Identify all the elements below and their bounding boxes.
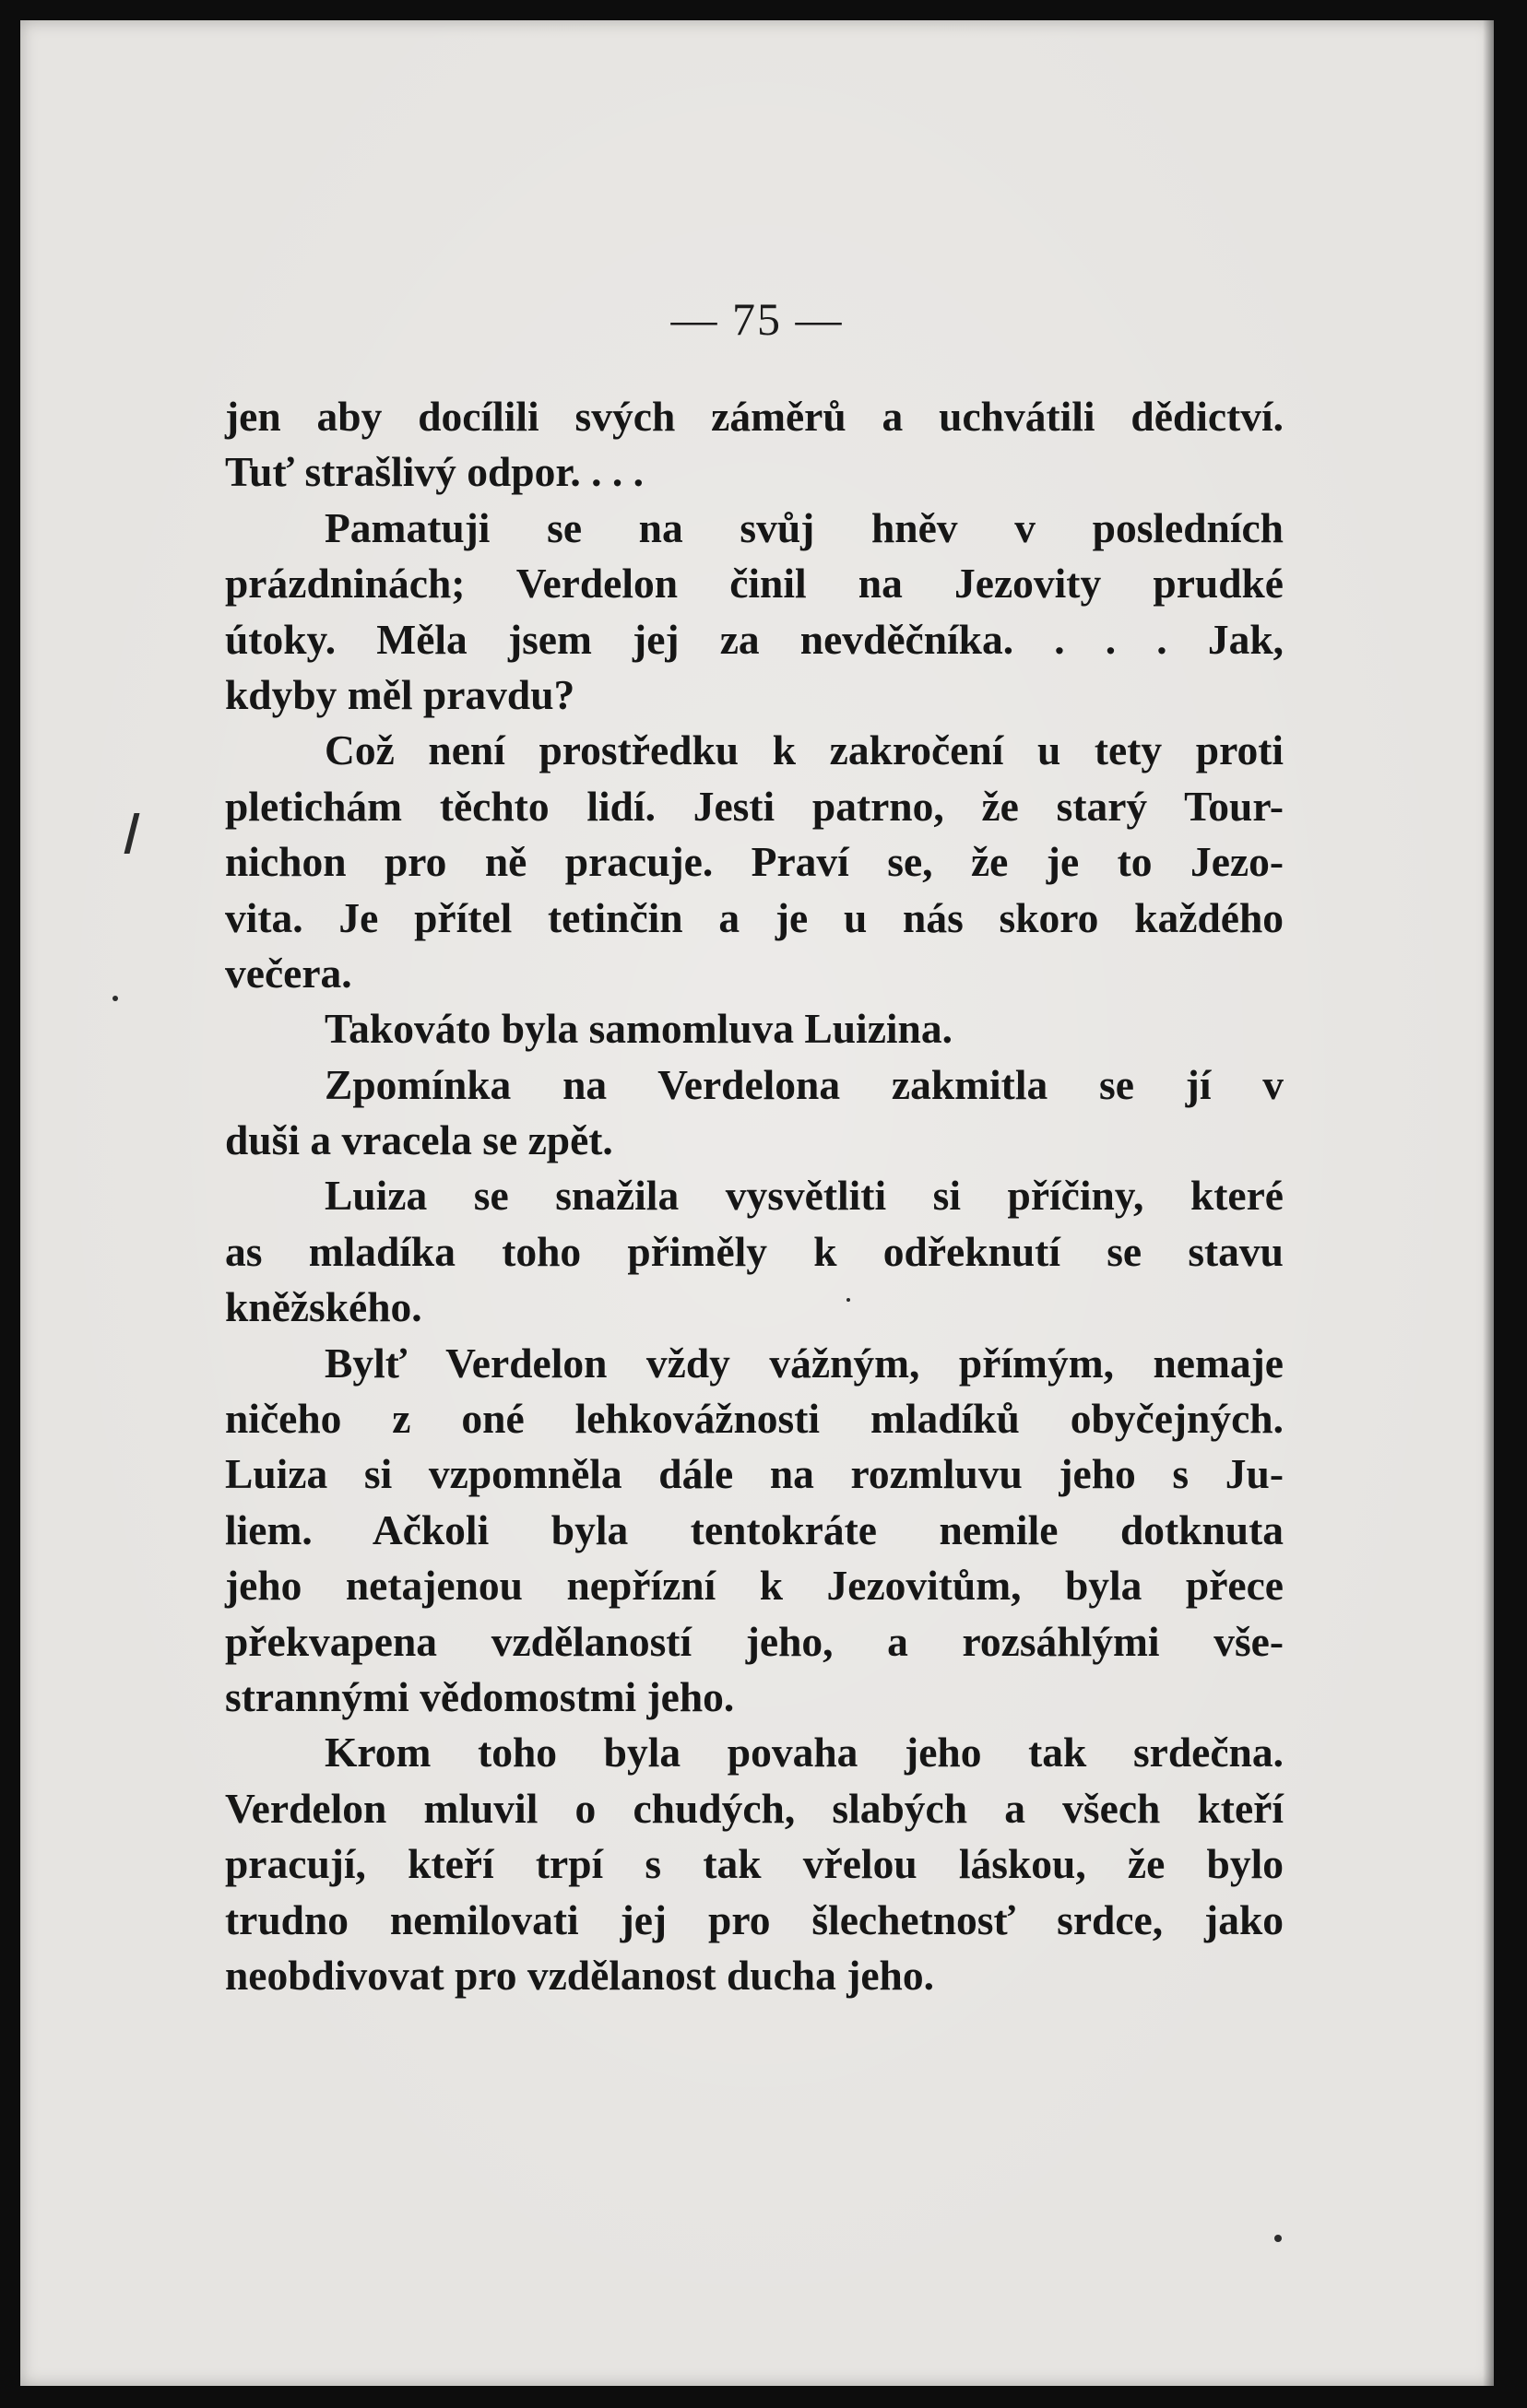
text-line: pracují, kteří trpí s tak vřelou láskou, že bylo [225, 1840, 1284, 1888]
margin-pencil-mark [124, 813, 140, 854]
text-line: kněžského. [225, 1283, 422, 1331]
text-line: jeho netajenou nepřízní k Jezovitům, byla přece [225, 1562, 1284, 1610]
text-line: liem. Ačkoli byla tentokráte nemile dotknuta [225, 1505, 1284, 1553]
text-line: nichon pro ně pracuje. Praví se, že je to Jezo- [225, 838, 1284, 886]
text-line: Což není prostředku k zakročení u tety proti [325, 726, 1284, 774]
text-line: vita. Je přítel tetinčin a je u nás skoro každého [225, 893, 1284, 941]
text-line: ničeho z oné lehkovážnosti mladíků obyčejných. [225, 1395, 1284, 1443]
text-line: duši a vracela se zpět. [225, 1116, 613, 1164]
text-line: prázdninách; Verdelon činil na Jezovity prudké [225, 560, 1284, 608]
book-page [20, 20, 1494, 2386]
text-line: Tuť strašlivý odpor. . . . [225, 448, 644, 496]
text-line: Takováto byla samomluva Luizina. [325, 1005, 953, 1053]
page-number: — 75 — [670, 293, 844, 345]
text-line: překvapena vzdělaností jeho, a rozsáhlými vše- [225, 1617, 1284, 1665]
text-line: trudno nemilovati jej pro šlechetnosť srdce, jako [225, 1895, 1284, 1943]
text-line: Bylť Verdelon vždy vážným, přímým, nemaje [325, 1339, 1284, 1387]
text-line: Luiza si vzpomněla dále na rozmluvu jeho s Ju- [225, 1450, 1284, 1498]
text-line: Luiza se snažila vysvětliti si příčiny, které [325, 1172, 1284, 1220]
text-line: kdyby měl pravdu? [225, 670, 575, 718]
text-line: strannými vědomostmi jeho. [225, 1672, 735, 1720]
text-line: neobdivovat pro vzdělanost ducha jeho. [225, 1951, 934, 1999]
text-line: večera. [225, 949, 352, 997]
text-line: útoky. Měla jsem jej za nevděčníka. . . . Jak, [225, 615, 1284, 663]
text-line: Krom toho byla povaha jeho tak srdečna. [325, 1729, 1284, 1776]
scan-speck [112, 996, 118, 1001]
scan-edge-shadow [1483, 20, 1494, 2386]
text-line: Zpomínka na Verdelona zakmitla se jí v [325, 1060, 1284, 1108]
scan-speck [1274, 2235, 1282, 2242]
text-line: jen aby docílili svých záměrů a uchvátili dědictví. [225, 393, 1284, 440]
text-line: pletichám těchto lidí. Jesti patrno, že starý Tour- [225, 782, 1284, 830]
text-line: Pamatuji se na svůj hněv v posledních [325, 503, 1284, 551]
text-line: Verdelon mluvil o chudých, slabých a všech kteří [225, 1784, 1284, 1832]
body-text [225, 389, 1284, 2003]
text-line: as mladíka toho přiměly k odřeknutí se stavu [225, 1227, 1284, 1275]
